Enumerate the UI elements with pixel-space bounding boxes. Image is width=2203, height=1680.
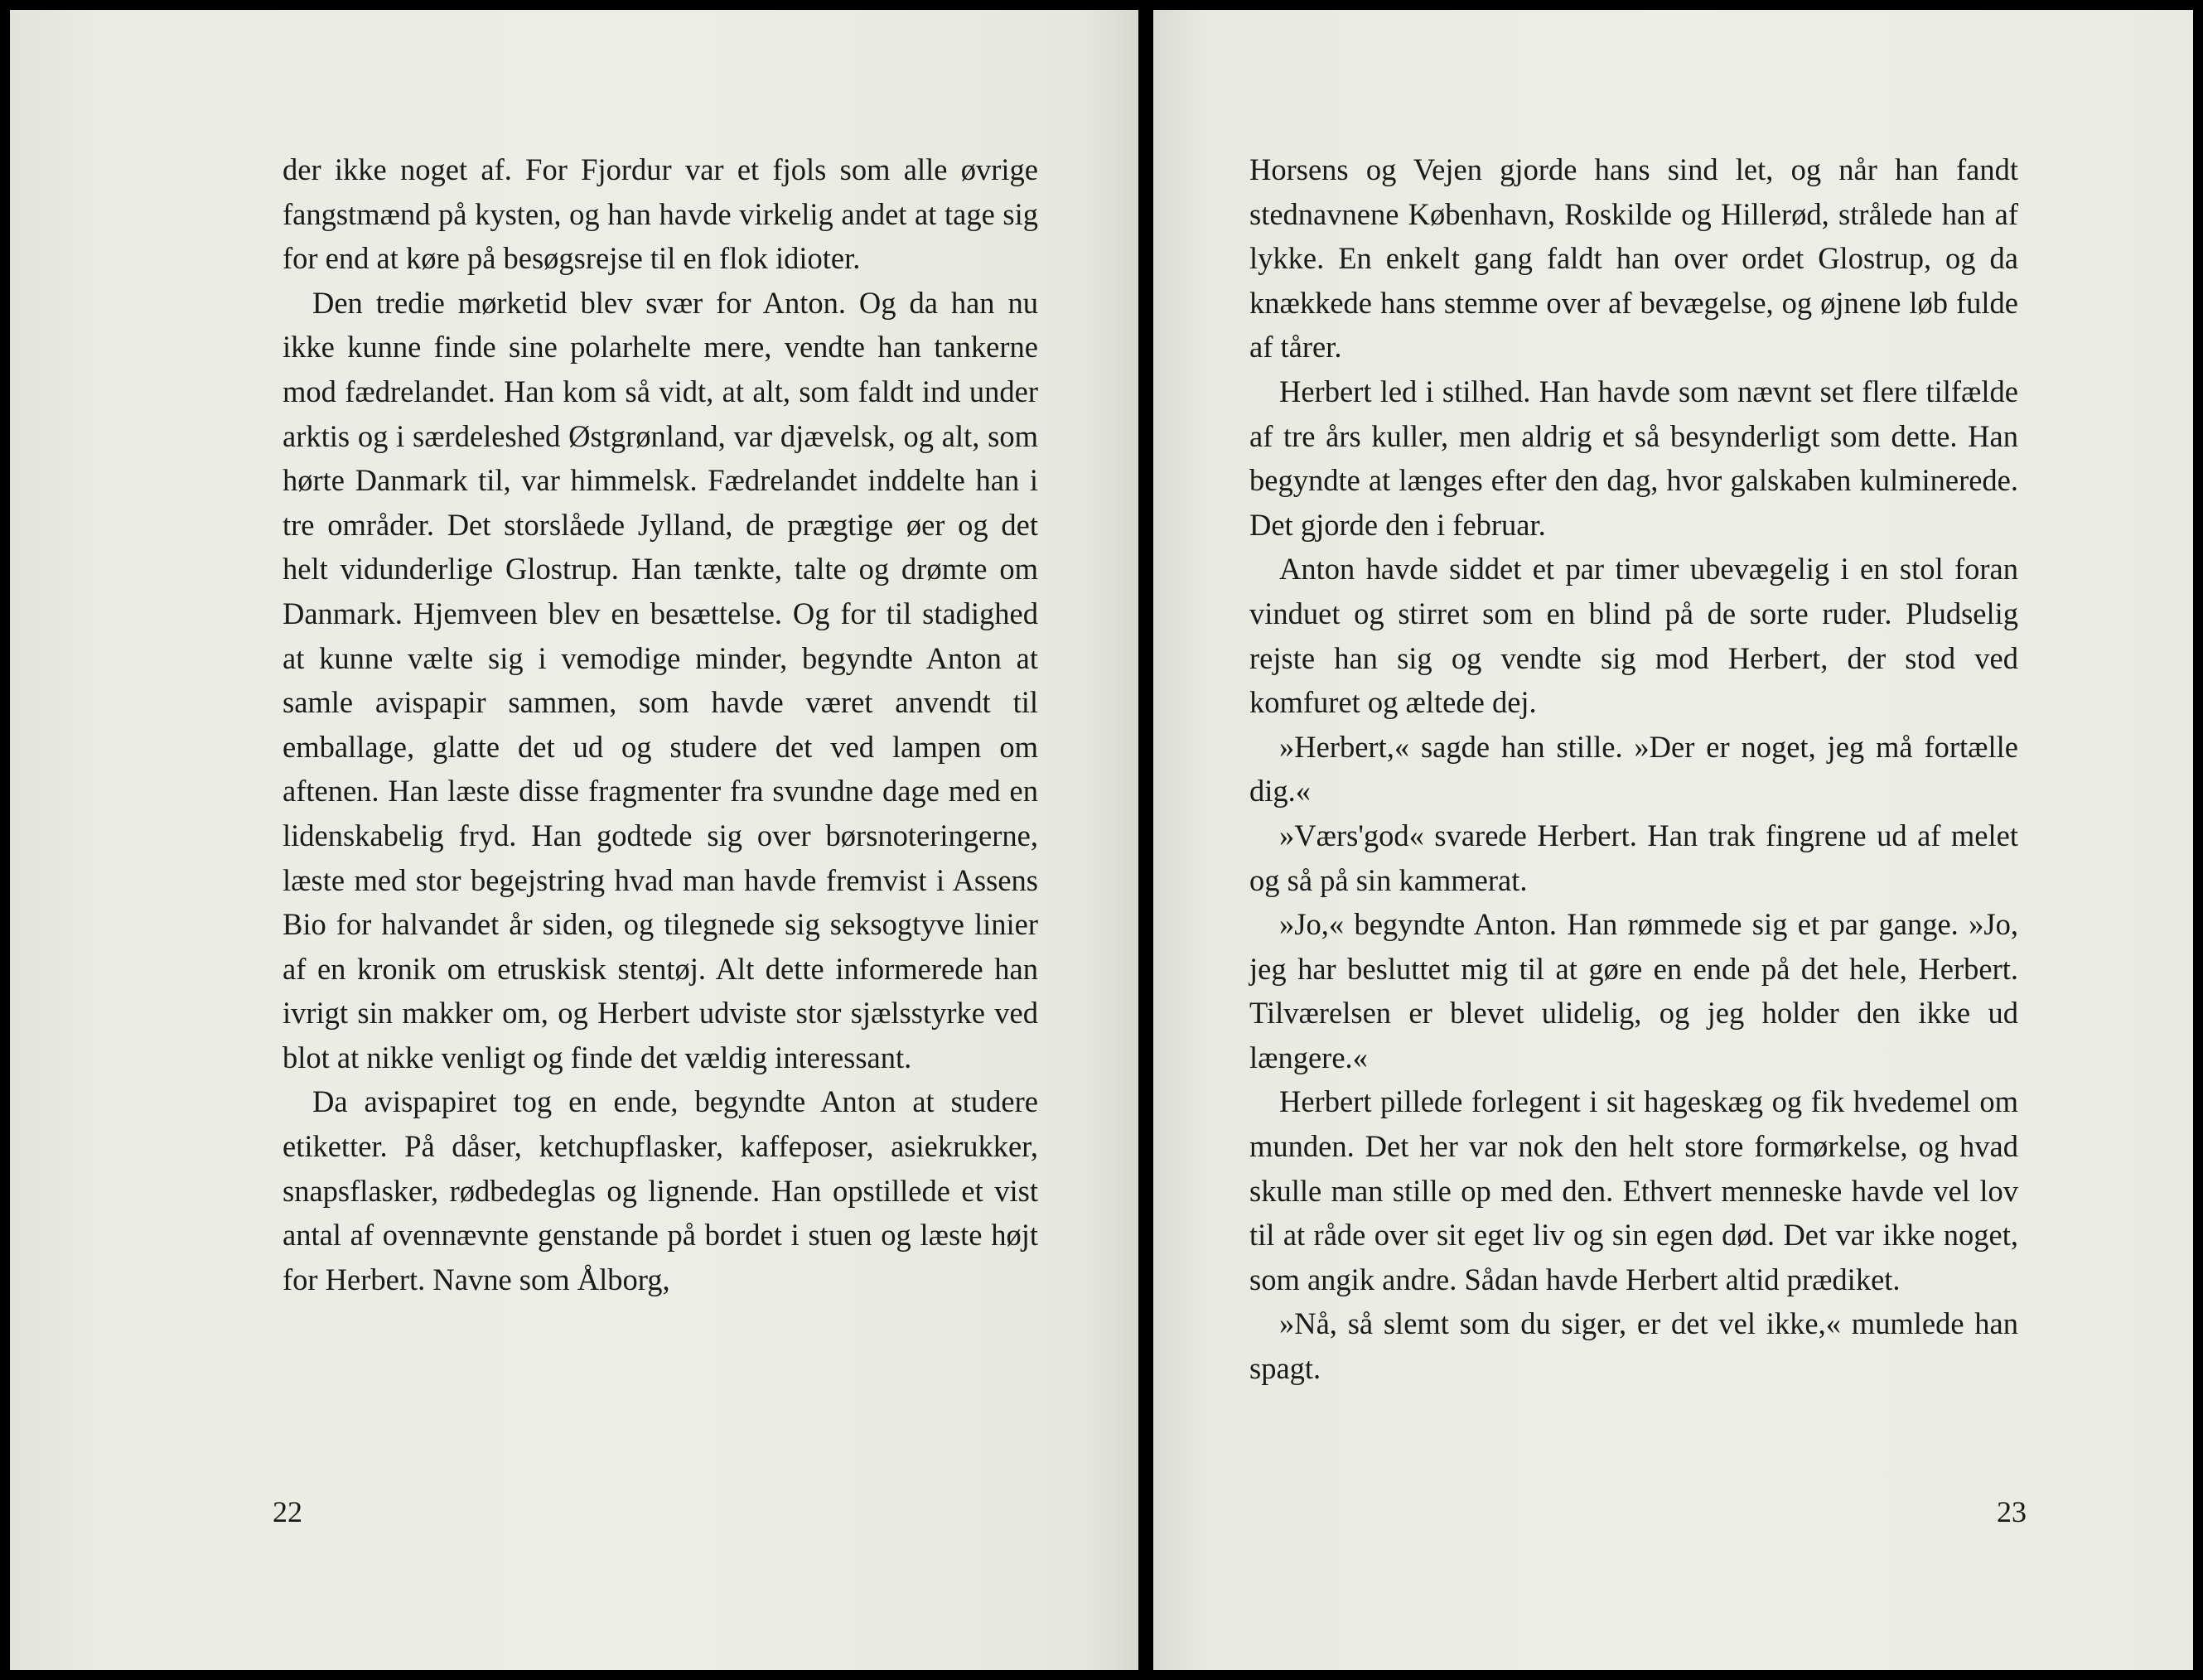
page-number: 23 (1997, 1495, 2027, 1528)
paragraph: Den tredie mørketid blev svær for Anton. Og da han nu ikke kunne finde sine polarhelte mere, vendte han tankerne mod fædrelandet. Han kom så vidt, at alt, som faldt ind under arktis og i særdeleshed Østgrønland, var djævelsk, og alt, som hørte Danmark til, var himmelsk. Fædrelandet inddelte han i tre områder. Det storslåede Jylland, de prægtige øer og det helt vidunderlige Glostrup. Han tænkte, talte og drømte om Danmark. Hjemveen blev en besættelse. Og for til stadighed at kunne vælte sig i vemodige minder, begyndte Anton at samle avispapir sammen, som havde været anvendt til emballage, glatte det ud og studere det ved lampen om aftenen. Han læste disse fragmenter fra svundne dage med en lidenskabelig fryd. Han godtede sig over børsnoteringerne, læste med stor begejstring hvad man havde fremvist i Assens Bio for halvandet år siden, og tilegnede sig seksogtyve linier af en kronik om etruskisk stentøj. Alt dette informerede han ivrigt sin makker om, og Herbert udviste stor sjælsstyrke ved blot at nikke venligt og finde det vældig interessant. (283, 285, 1038, 1074)
paragraph: »Jo,« begyndte Anton. Han rømmede sig et par gange. »Jo, jeg har besluttet mig til at gøre en ende på det hele, Herbert. Tilværelsen er blevet ulidelig, og jeg holder den ikke ud længere.« (1249, 907, 2018, 1074)
paragraph: Herbert pillede forlegent i sit hageskæg og fik hvedemel om munden. Det her var nok den helt store formørkelse, og hvad skulle man stille op med den. Ethvert menneske havde vel lov til at råde over sit eget liv og sin egen død. Det var ikke noget, som angik andre. Sådan havde Herbert altid prædiket. (1249, 1084, 2018, 1296)
right-page-text (1249, 147, 2018, 1391)
left-page-text (283, 147, 1038, 1301)
page-number: 22 (273, 1495, 302, 1528)
paragraph: Horsens og Vejen gjorde hans sind let, og når han fandt stednavnene København, Roskilde og Hillerød, strålede han af lykke. En enkelt gang faldt han over ordet Glostrup, og da knækkede hans stemme over af bevægelse, og øjnene løb fulde af tårer. (1249, 152, 2018, 364)
left-page (10, 10, 1138, 1670)
paragraph: »Værs'god« svarede Herbert. Han trak fingrene ud af melet og så på sin kammerat. (1249, 818, 2018, 897)
paragraph: Da avispapiret tog en ende, begyndte Anton at studere etiketter. På dåser, ketchupflasker, kaffeposer, asiekrukker, snapsflasker, rødbedeglas og lignende. Han opstillede et vist antal af ovennævnte genstande på bordet i stuen og læste højt for Herbert. Navne som Ålborg, (283, 1084, 1038, 1296)
paragraph: »Herbert,« sagde han stille. »Der er noget, jeg må fortælle dig.« (1249, 729, 2018, 809)
paragraph: der ikke noget af. For Fjordur var et fjols som alle øvrige fangstmænd på kysten, og han havde virkelig andet at tage sig for end at køre på besøgsrejse til en flok idioter. (283, 152, 1038, 276)
book-gutter (1138, 0, 1153, 1680)
paragraph: Herbert led i stilhed. Han havde som nævnt set flere tilfælde af tre års kuller, men aldrig et så besynderligt som dette. Han begyndte at længes efter den dag, hvor galskaben kulminerede. Det gjorde den i februar. (1249, 374, 2018, 542)
paragraph: »Nå, så slemt som du siger, er det vel ikke,« mumlede han spagt. (1249, 1306, 2018, 1386)
paragraph: Anton havde siddet et par timer ubevægelig i en stol foran vinduet og stirret som en blind på de sorte ruder. Pludselig rejste han sig og vendte sig mod Herbert, der stod ved komfuret og æltede dej. (1249, 552, 2018, 720)
right-page (1153, 10, 2193, 1670)
